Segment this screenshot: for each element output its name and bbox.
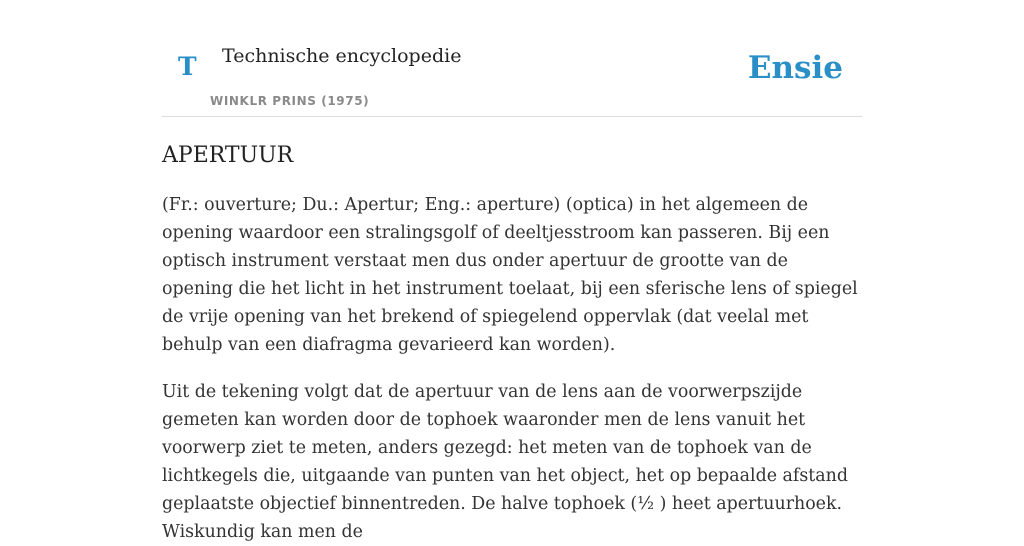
ensie-brand-logo[interactable]: Ensie bbox=[747, 50, 843, 86]
encyclopedia-logo-icon[interactable]: T bbox=[178, 52, 197, 81]
article-page bbox=[162, 0, 862, 546]
encyclopedia-title[interactable]: Technische encyclopedie bbox=[222, 45, 462, 67]
encyclopedia-source: WINKLR PRINS (1975) bbox=[210, 94, 370, 108]
article-paragraph: (Fr.: ouverture; Du.: Apertur; Eng.: aperture) (optica) in het algemeen de opening waardoor een stralingsgolf of deeltjesstroom kan passeren. Bij een optisch instrument verstaat men dus onder apertuur de grootte van de opening die het licht in het instrument toelaat, bij een sferische lens of spiegel de vrije opening van het brekend of spiegelend oppervlak (dat veelal met behulp van een diafragma gevarieerd kan worden). bbox=[162, 195, 858, 356]
article-title: APERTUUR bbox=[162, 143, 294, 168]
site-header bbox=[162, 0, 862, 117]
article-paragraph: Uit de tekening volgt dat de apertuur van de lens aan de voorwerpszijde gemeten kan worden door de tophoek waaronder men de lens vanuit het voorwerp ziet te meten, anders gezegd: het meten van de tophoek van de lichtkegels die, uitgaande van punten van het object, het op bepaalde afstand geplaatste objectief binnentreden. De halve tophoek (½ ) heet apertuurhoek. Wiskundig kan men de bbox=[162, 382, 848, 543]
